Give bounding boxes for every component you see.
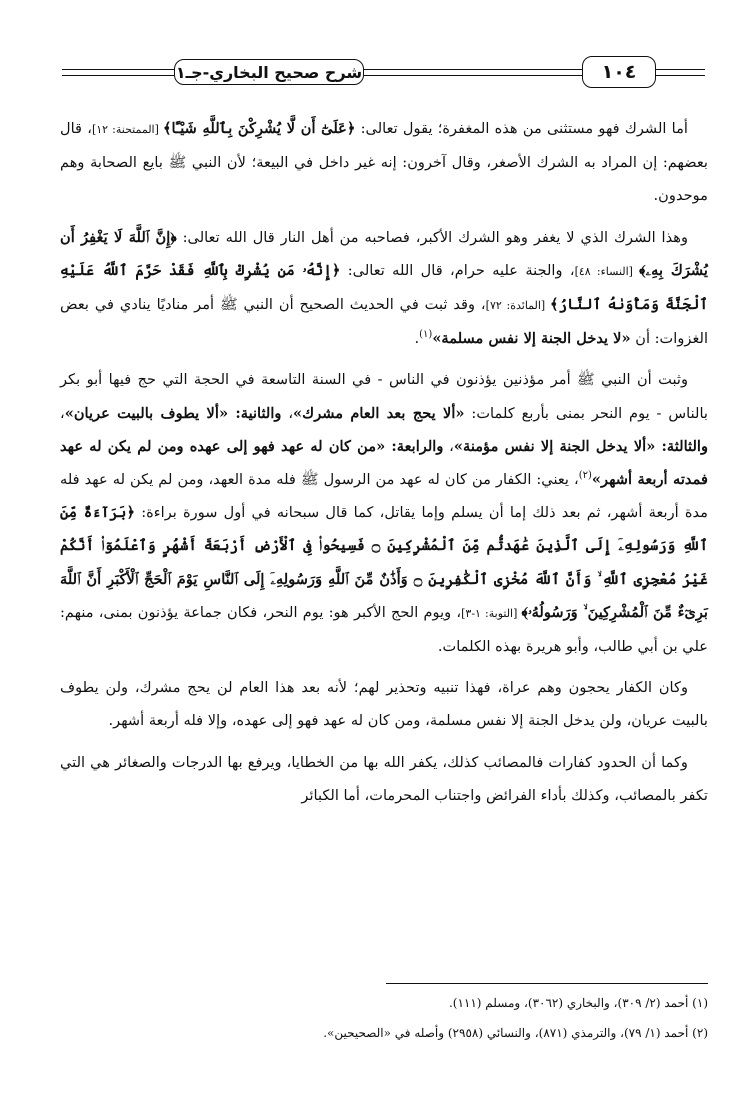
footnote-marker[interactable]: (٢) bbox=[578, 470, 592, 482]
footnote-separator bbox=[386, 983, 708, 984]
hadith-quote: والثالثة: «ألا يدخل الجنة إلا نفس مؤمنة» bbox=[453, 437, 708, 455]
hadith-quote: «ألا يحج بعد العام مشرك» bbox=[293, 404, 465, 422]
paragraph-5: وكما أن الحدود كفارات فالمصائب كذلك، يكفر الله بها من الخطايا، ويرفع بها الدرجات والصغائر هي التي تكفر بالمصائب، وكذلك بأداء الفرائض واجتناب المحرمات، أما الكبائر bbox=[60, 753, 708, 804]
verse-reference: [التوبة: ١-٣] bbox=[461, 606, 522, 620]
footnote-marker[interactable]: (١) bbox=[419, 329, 433, 341]
paragraph-4: وكان الكفار يحجون وهم عراة، فهذا تنبيه وتحذير لهم؛ لأنه بعد هذا العام لن يحج مشرك، ولن يطوف بالبيت عريان، ولن يدخل الجنة إلا نفس مسلمة، ومن كان له عهد فهو إلى عهده، وإلا فله أربعة أشهر. bbox=[60, 679, 708, 730]
paragraph-1: أما الشرك فهو مستثنى من هذه المغفرة؛ يقول تعالى: ﴿عَلَىٰٓ أَن لَّا يُشْرِكْنَ بِٱللَّهِ شَيْـًٔا﴾ [الممتحنة: ١٢]، قال بعضهم: إن المراد به الشرك الأصغر، وقال آخرون: إنه غير داخل في البيعة؛ لأن النبي ﷺ بايع الصحابة وهم موحدون. bbox=[60, 120, 708, 205]
verse-reference: [النساء: ٤٨] bbox=[574, 264, 640, 278]
hadith-quote: والرابعة: «من كان له عهد فهو إلى عهده ومن لم يكن له عهد فمدته أربعة أشهر» bbox=[60, 437, 708, 489]
footnote-1: (١) أحمد (٢/ ٣٠٩)، والبخاري (٣٠٦٢)، ومسلم (١١١). bbox=[448, 996, 708, 1010]
main-text bbox=[60, 112, 708, 820]
paragraph-3: وثبت أن النبي ﷺ أمر مؤذنين يؤذنون في الناس - في السنة التاسعة في الحجة التي حج فيها أبو بكر بالناس - يوم النحر بمنى بأربع كلمات: «ألا يحج بعد العام مشرك»، والثانية: «ألا يطوف بالبيت عريان»، والثالثة: «ألا يدخل الجنة إلا نفس مؤمنة»، والرابعة: «من كان له عهد فهو إلى عهده ومن لم يكن له عهد فمدته أربعة أشهر»$^{(٢)}$، يعني: الكفار من كان له عهد من الرسول ﷺ فله مدة العهد، ومن لم يكن له عهد فله مدة أربعة أشهر، ثم بعد ذلك إما أن يسلم وإما يقاتل، كما قال سبحانه في أول سورة براءة: ﴿بَرَآءَةٌ مِّنَ ٱللَّهِ وَرَسُولِهِۦٓ إِلَى ٱلَّذِينَ عَٰهَدتُّم مِّنَ ٱلْمُشْرِكِينَ ۝ فَسِيحُوا۟ فِى ٱلْأَرْضِ أَرْبَعَةَ أَشْهُرٍ وَٱعْلَمُوٓا۟ أَنَّكُمْ غَيْرُ مُعْجِزِى ٱللَّهِ ۙ وَأَنَّ ٱللَّهَ مُخْزِى ٱلْكَٰفِرِينَ ۝ وَأَذَٰنٌ مِّنَ ٱللَّهِ وَرَسُولِهِۦٓ إِلَى ٱلنَّاسِ يَوْمَ ٱلْحَجِّ ٱلْأَكْبَرِ أَنَّ ٱللَّهَ بَرِىٓءٌ مِّنَ ٱلْمُشْرِكِينَ ۙ وَرَسُولُهُۥ﴾ [التوبة: ١-٣]، ويوم الحج الأكبر هو: يوم النحر، فكان جماعة يؤذنون بمنى، منهم: علي بن أبي طالب، وأبو هريرة بهذه الكلمات. bbox=[60, 371, 708, 656]
hadith-quote: «لا يدخل الجنة إلا نفس مسلمة» bbox=[432, 330, 631, 348]
footnote-2: (٢) أحمد (١/ ٧٩)، والترمذي (٨٧١)، والنسائي (٢٩٥٨) وأصله في «الصحيحين». bbox=[323, 1026, 708, 1040]
quran-verse: ﴿إِنَّهُۥ مَن يُشْرِكْ بِٱللَّهِ فَقَدْ حَرَّمَ ٱللَّهُ عَلَيْهِ ٱلْجَنَّةَ وَمَأْوَىٰهُ ٱلنَّارُ﴾ bbox=[60, 261, 708, 314]
verse-reference: [الممتحنة: ١٢] bbox=[91, 123, 163, 136]
footnotes bbox=[60, 988, 708, 1048]
quran-verse: ﴿عَلَىٰٓ أَن لَّا يُشْرِكْنَ بِٱللَّهِ شَيْـًٔا﴾ bbox=[162, 120, 356, 137]
page-number: ١٠٤ bbox=[582, 56, 656, 88]
header-rule-middle bbox=[364, 69, 582, 70]
quran-verse: ﴿إِنَّ ٱللَّهَ لَا يَغْفِرُ أَن يُشْرَكَ بِهِۦ﴾ bbox=[60, 228, 708, 279]
header-rule-left bbox=[62, 69, 174, 70]
page-header bbox=[62, 56, 705, 96]
quran-verse: ﴿بَرَآءَةٌ مِّنَ ٱللَّهِ وَرَسُولِهِۦٓ إِلَى ٱلَّذِينَ عَٰهَدتُّم مِّنَ ٱلْمُشْرِكِينَ ۝ فَسِيحُوا۟ فِى ٱلْأَرْضِ أَرْبَعَةَ أَشْهُرٍ وَٱعْلَمُوٓا۟ أَنَّكُمْ غَيْرُ مُعْجِزِى ٱللَّهِ ۙ وَأَنَّ ٱللَّهَ مُخْزِى ٱلْكَٰفِرِينَ ۝ وَأَذَٰنٌ مِّنَ ٱللَّهِ وَرَسُولِهِۦٓ إِلَى ٱلنَّاسِ يَوْمَ ٱلْحَجِّ ٱلْأَكْبَرِ أَنَّ ٱللَّهَ بَرِىٓءٌ مِّنَ ٱلْمُشْرِكِينَ ۙ وَرَسُولُهُۥ﴾ bbox=[60, 504, 708, 621]
verse-reference: [المائدة: ٧٢] bbox=[485, 299, 550, 313]
running-title: شرح صحيح البخاري-جـ١ bbox=[174, 59, 364, 85]
header-rule-right bbox=[656, 69, 705, 70]
hadith-quote: والثانية: «ألا يطوف بالبيت عريان» bbox=[64, 404, 282, 422]
paragraph-2: وهذا الشرك الذي لا يغفر وهو الشرك الأكبر، فصاحبه من أهل النار قال الله تعالى: ﴿إِنَّ ٱللَّهَ لَا يَغْفِرُ أَن يُشْرَكَ بِهِۦ﴾ [النساء: ٤٨]، والجنة عليه حرام، قال الله تعالى: ﴿إِنَّهُۥ مَن يُشْرِكْ بِٱللَّهِ فَقَدْ حَرَّمَ ٱللَّهُ عَلَيْهِ ٱلْجَنَّةَ وَمَأْوَىٰهُ ٱلنَّارُ﴾ [المائدة: ٧٢]، وقد ثبت في الحديث الصحيح أن النبي ﷺ أمر مناديًا ينادي في بعض الغزوات: أن «لا يدخل الجنة إلا نفس مسلمة»$^{(١)}$. bbox=[60, 228, 708, 348]
